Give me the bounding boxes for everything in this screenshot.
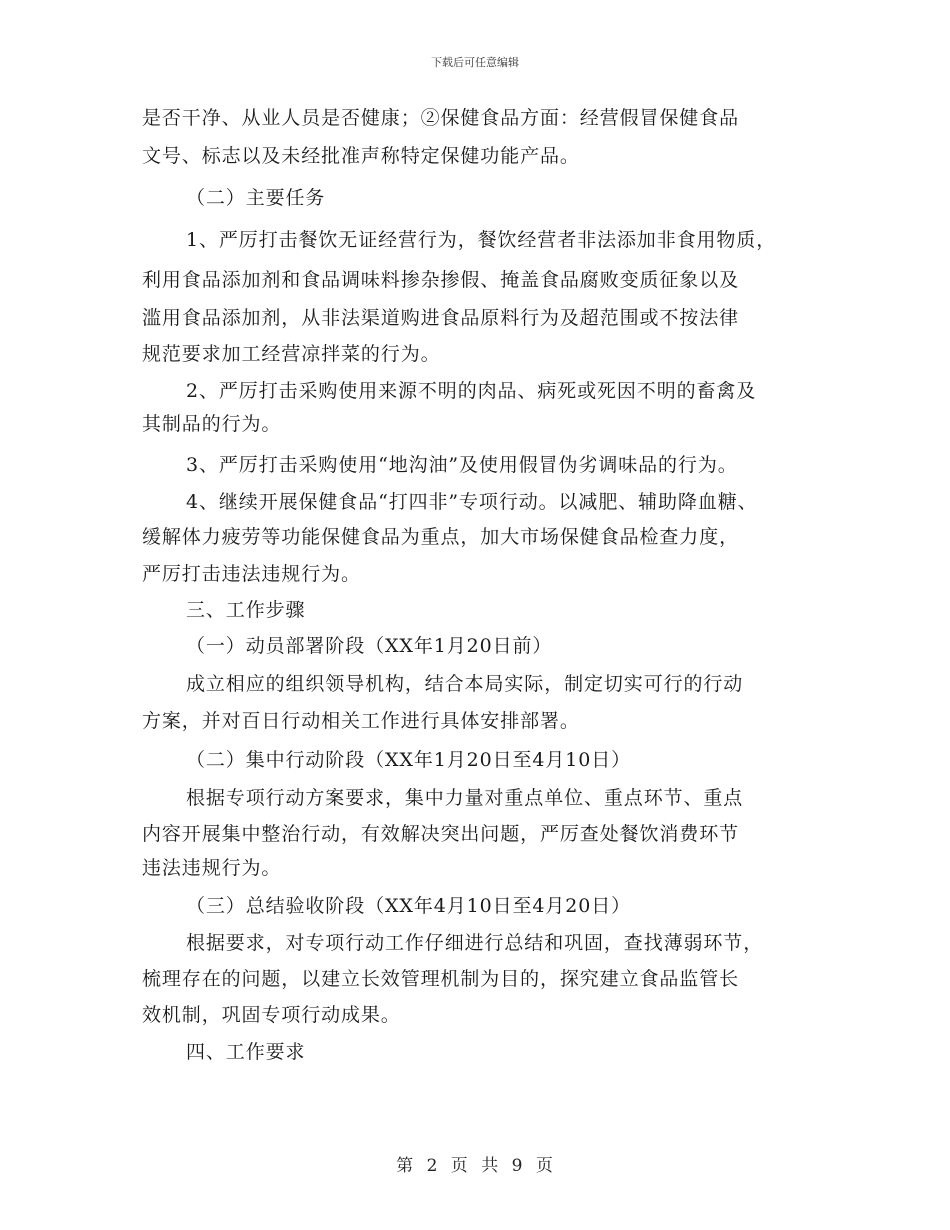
body-line: 缓解体力疲劳等功能保健食品为重点，加大市场保健食品检查力度， <box>142 526 740 548</box>
section-heading: （一）动员部署阶段（XX年1月20日前） <box>186 635 553 657</box>
footer-label: 共 <box>481 1156 500 1176</box>
body-line: 利用食品添加剂和食品调味料掺杂掺假、掩盖食品腐败变质征象以及 <box>142 269 740 291</box>
body-line: 根据要求，对专项行动工作仔细进行总结和巩固，查找薄弱环节， <box>186 932 764 954</box>
body-line: 梳理存在的问题，以建立长效管理机制为目的，探究建立食品监管长 <box>142 968 740 990</box>
body-line: 规范要求加工经营凉拌菜的行为。 <box>142 343 441 365</box>
body-line: 是否干净、从业人员是否健康；②保健食品方面：经营假冒保健食品 <box>142 107 740 129</box>
section-heading: 四、工作要求 <box>186 1041 306 1063</box>
body-line: 3、严厉打击采购使用“地沟油”及使用假冒伪劣调味品的行为。 <box>186 454 738 476</box>
body-line: 违法违规行为。 <box>142 857 282 879</box>
body-line: 根据专项行动方案要求，集中力量对重点单位、重点环节、重点 <box>186 787 744 809</box>
body-line: 文号、标志以及未经批准声称特定保健功能产品。 <box>142 145 580 167</box>
page-footer <box>0 1151 950 1176</box>
body-line: 4、继续开展保健食品“打四非”专项行动。以减肥、辅助降血糖、 <box>186 491 758 513</box>
section-heading: （二）主要任务 <box>186 187 326 209</box>
section-heading: （三）总结验收阶段（XX年4月10日至4月20日） <box>186 895 632 917</box>
body-line: 方案，并对百日行动相关工作进行具体安排部署。 <box>142 710 580 732</box>
footer-label: 页 <box>450 1156 469 1176</box>
body-line: 效机制，巩固专项行动成果。 <box>142 1004 401 1026</box>
section-heading: （二）集中行动阶段（XX年1月20日至4月10日） <box>186 749 632 771</box>
total-page-number: 9 <box>511 1156 524 1176</box>
footer-label: 第 <box>396 1156 415 1176</box>
footer-label: 页 <box>535 1156 554 1176</box>
body-line: 其制品的行为。 <box>142 413 282 435</box>
current-page-number: 2 <box>426 1156 439 1176</box>
body-line: 1、严厉打击餐饮无证经营行为，餐饮经营者非法添加非食用物质， <box>186 229 777 251</box>
body-line: 内容开展集中整治行动，有效解决突出问题，严厉查处餐饮消费环节 <box>142 823 740 845</box>
section-heading: 三、工作步骤 <box>186 599 306 621</box>
page-header: 下载后可任意编辑 <box>431 56 519 69</box>
body-line: 成立相应的组织领导机构，结合本局实际，制定切实可行的行动 <box>186 673 744 695</box>
body-line: 滥用食品添加剂，从非法渠道购进食品原料行为及超范围或不按法律 <box>142 307 740 329</box>
body-line: 严厉打击违法违规行为。 <box>142 563 361 585</box>
body-line: 2、严厉打击采购使用来源不明的肉品、病死或死因不明的畜禽及 <box>186 380 757 402</box>
